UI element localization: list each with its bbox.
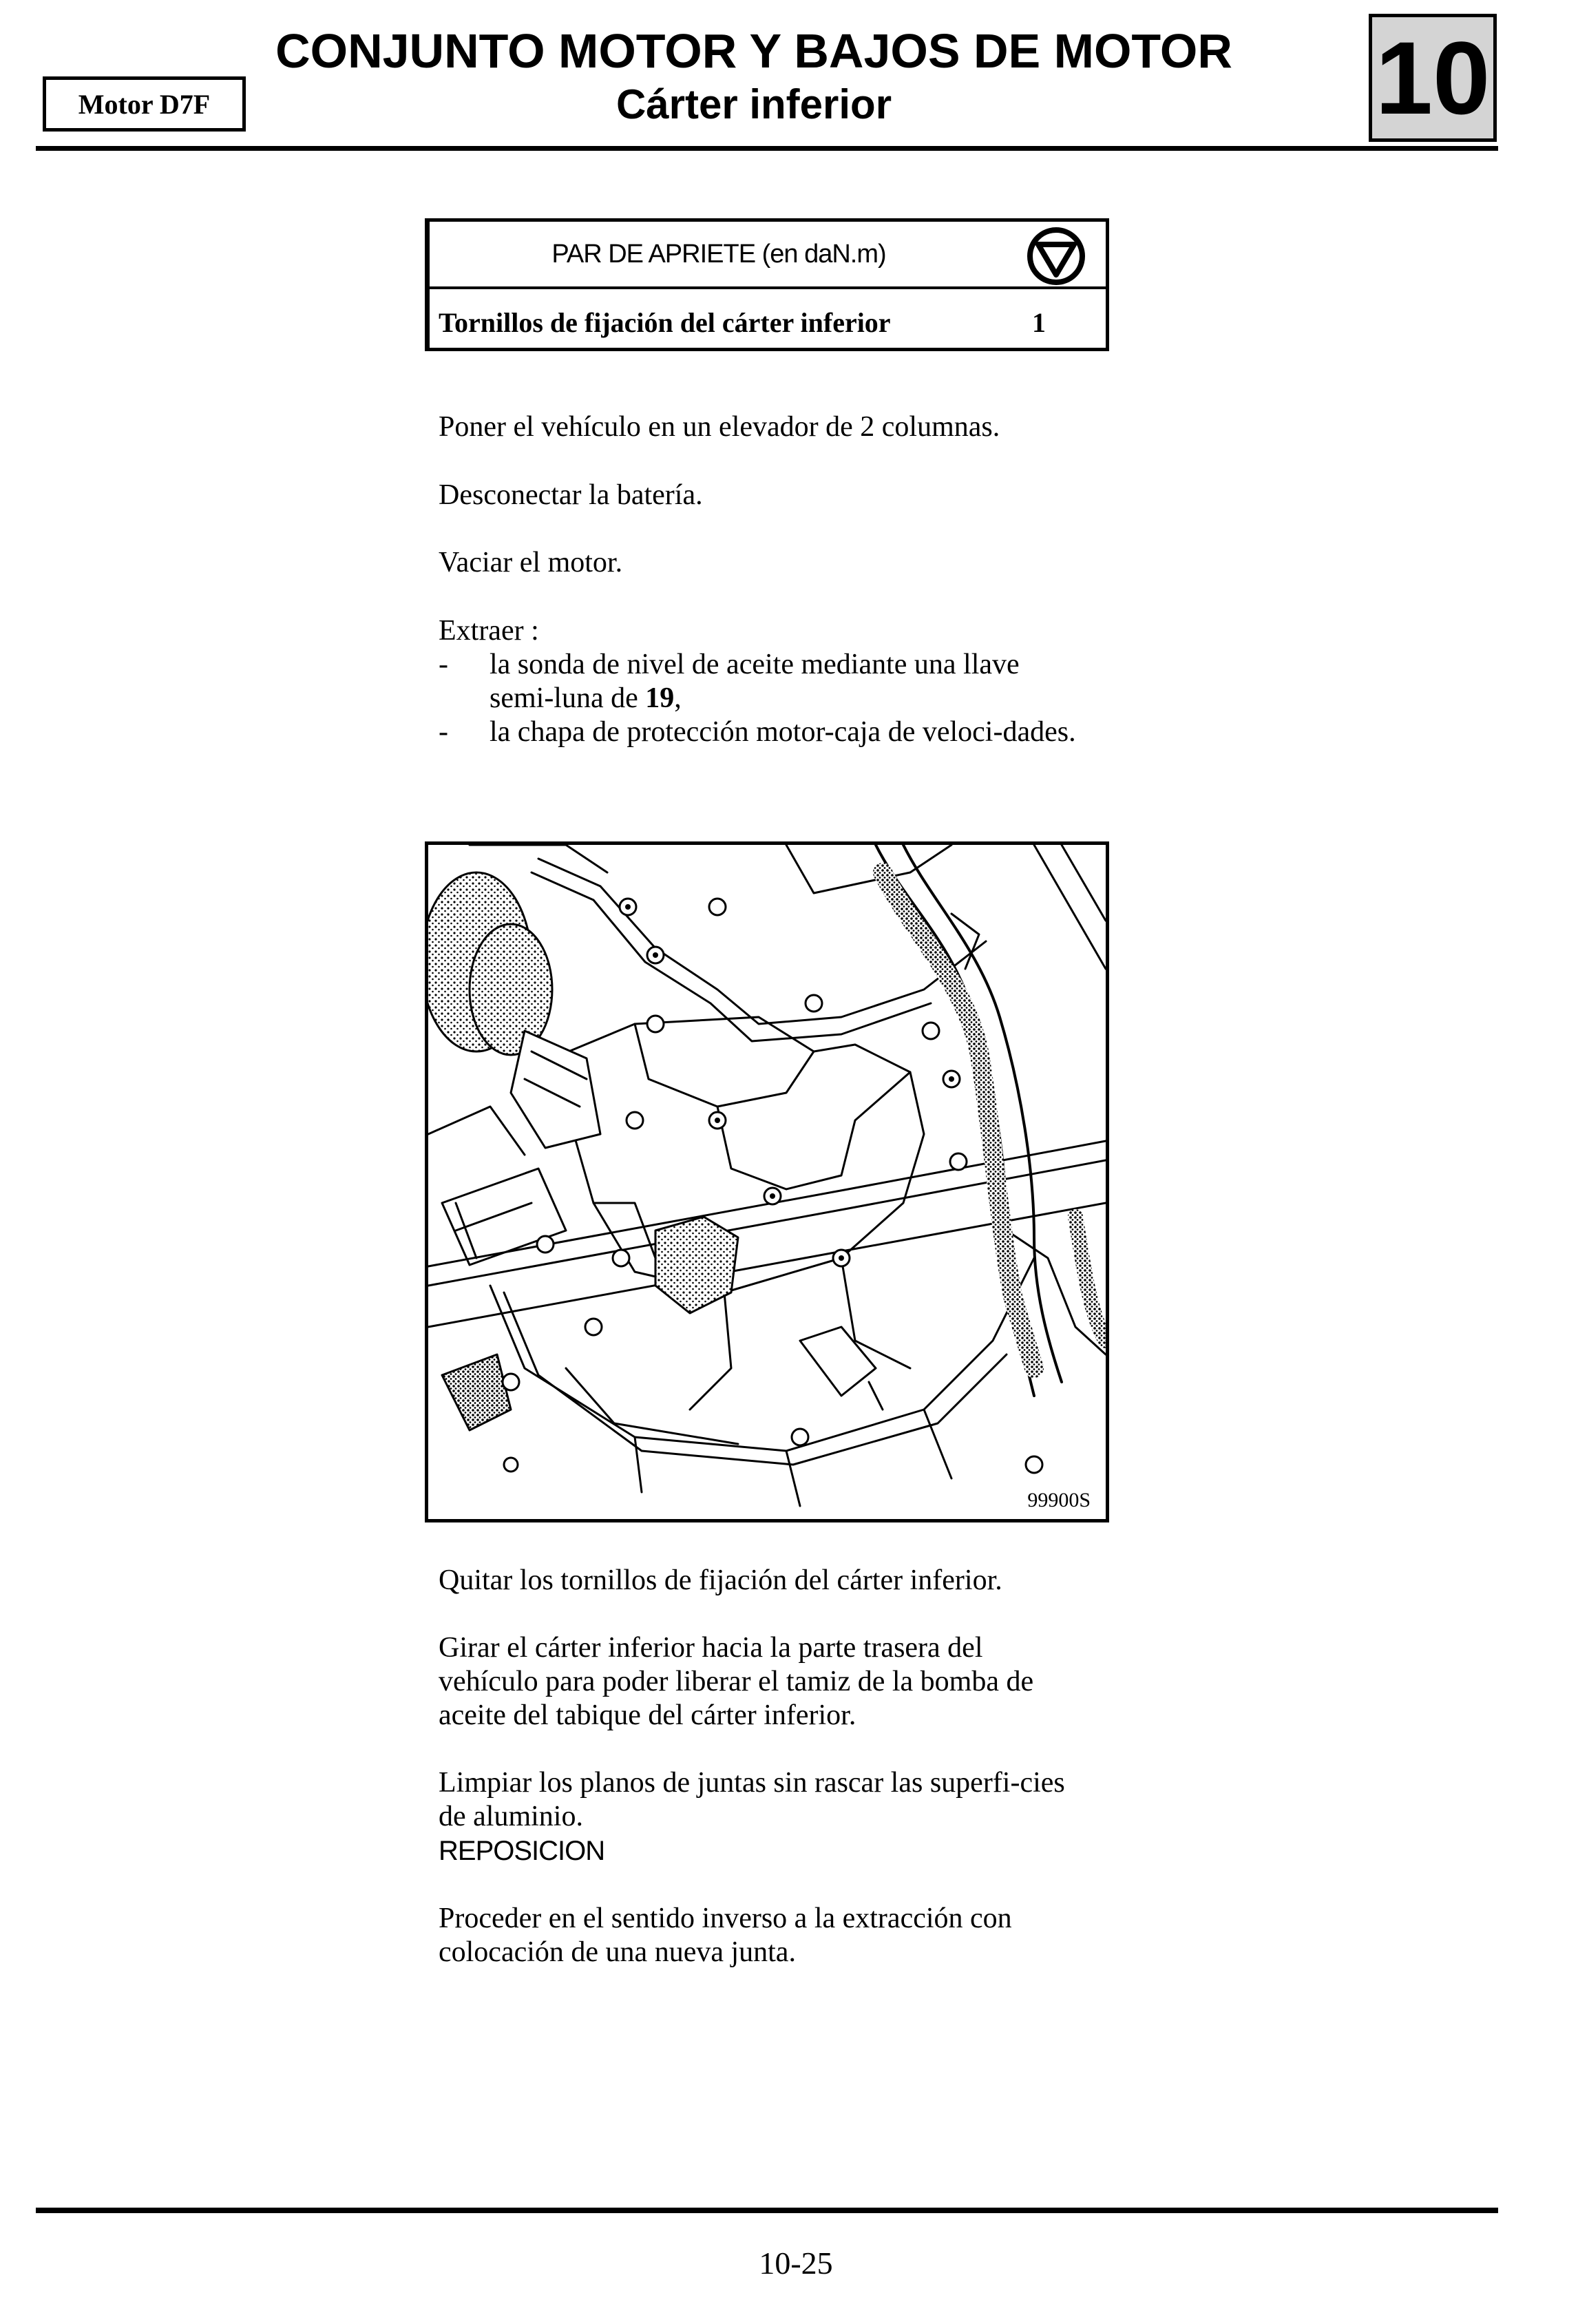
engine-line-drawing <box>428 845 1106 1519</box>
step-clean-joint-faces: Limpiar los planos de juntas sin rascar las superfi-cies de aluminio. <box>439 1767 1065 1832</box>
step-remove-bolts: Quitar los tornillos de fijación del cárter inferior. <box>439 1564 1002 1596</box>
removal-list-intro: Extraer : <box>439 615 539 647</box>
footer-divider <box>36 2208 1498 2213</box>
engine-underside-illustration <box>425 841 1109 1522</box>
step-lift-vehicle: Poner el vehículo en un elevador de 2 columnas. <box>439 411 1000 443</box>
torque-table <box>425 218 1109 351</box>
list-item-text: la sonda de nivel de aceite mediante una llave semi-luna de <box>490 649 1020 714</box>
page-subtitle: Cárter inferior <box>616 81 892 127</box>
torque-table-header-label: PAR DE APRIETE (en daN.m) <box>551 240 886 269</box>
removal-list <box>439 614 1086 749</box>
chapter-number: 10 <box>1369 14 1497 142</box>
list-bullet: - <box>439 716 448 748</box>
step-refit-procedure: Proceder en el sentido inverso a la extracción con colocación de una nueva junta. <box>439 1903 1012 1968</box>
list-item <box>439 648 1086 715</box>
page-title: CONJUNTO MOTOR Y BAJOS DE MOTOR <box>275 24 1232 78</box>
wrench-size: 19 <box>645 682 675 714</box>
torque-table-header <box>425 222 1106 289</box>
list-item <box>439 715 1086 749</box>
list-item-text: la chapa de protección motor-caja de veloci-dades. <box>490 716 1076 748</box>
torque-row-label: Tornillos de fijación del cárter inferior <box>439 307 891 338</box>
engine-model-label: Motor D7F <box>43 76 246 132</box>
list-bullet: - <box>439 649 448 680</box>
list-item-punctuation: , <box>674 682 682 714</box>
section-heading-refitting: REPOSICION <box>439 1836 605 1866</box>
step-drain-engine: Vaciar el motor. <box>439 547 623 578</box>
figure-reference-code: 99900S <box>1027 1489 1091 1511</box>
torque-row-value: 1 <box>1032 307 1046 338</box>
step-rotate-oil-pan: Girar el cárter inferior hacia la parte trasera del vehículo para poder liberar el tamiz de la bomba de aceite del tabique del cárter inferior. <box>439 1632 1034 1731</box>
step-disconnect-battery: Desconectar la batería. <box>439 479 703 511</box>
page-number: 10-25 <box>759 2246 833 2281</box>
torque-wrench-symbol-icon <box>1027 226 1086 285</box>
header-divider <box>36 146 1498 151</box>
